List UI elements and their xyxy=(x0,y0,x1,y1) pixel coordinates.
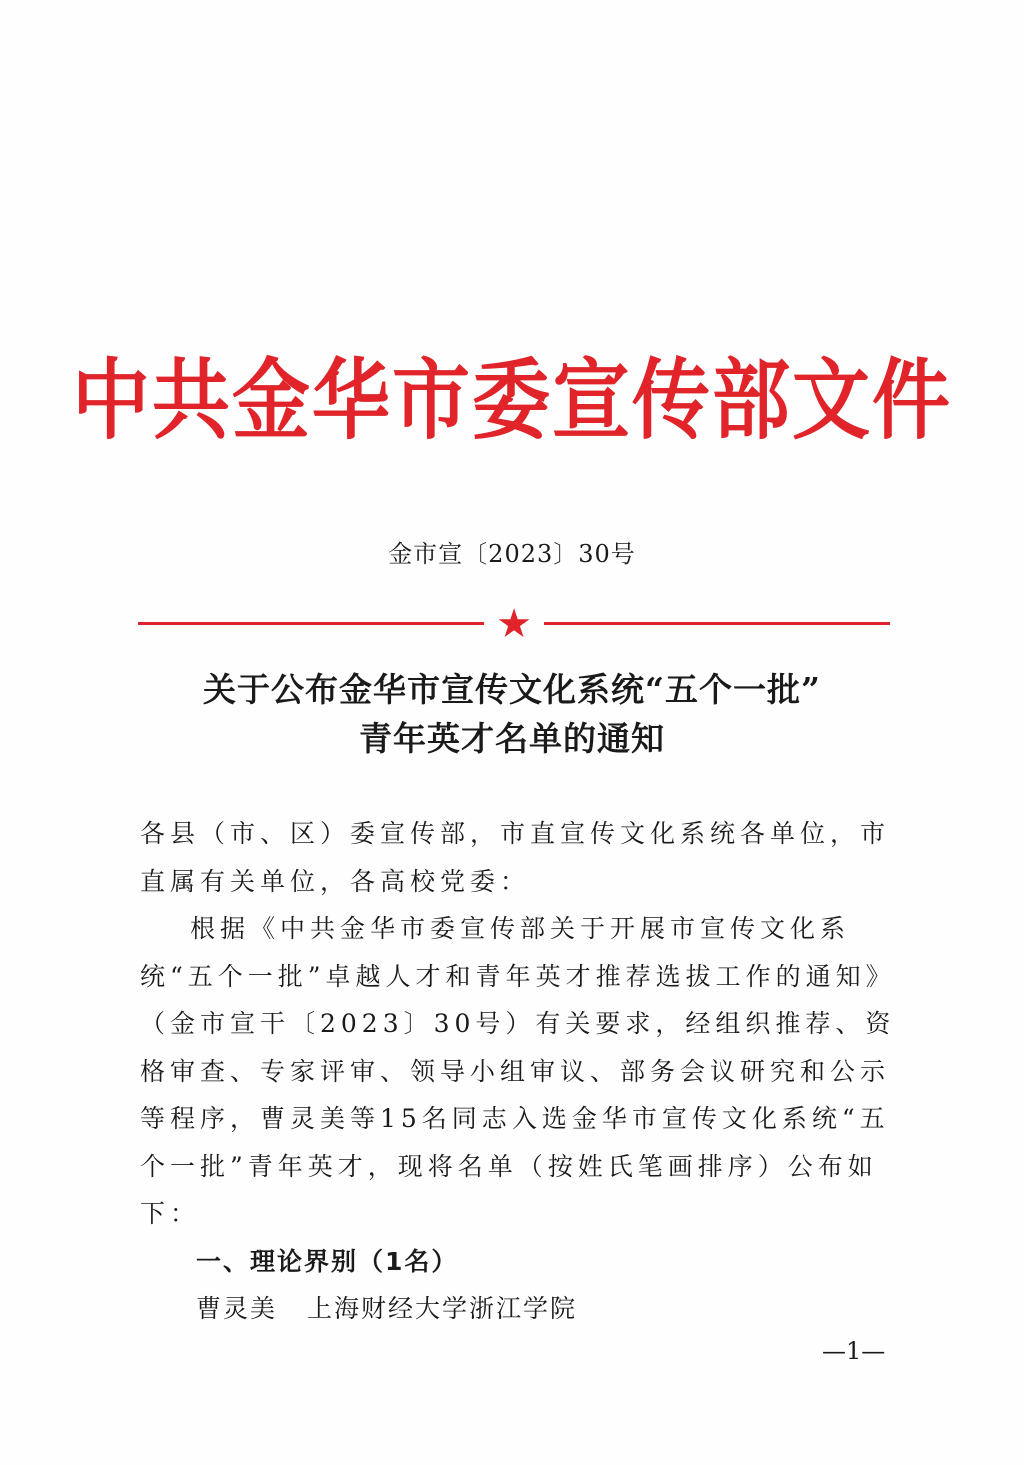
entry-org: 上海财经大学浙江学院 xyxy=(307,1294,578,1323)
entry-name: 曹灵美 xyxy=(196,1294,278,1323)
document-masthead: 中共金华市委宣传部文件 xyxy=(71,351,952,452)
notice-title-line1: 关于公布金华市宣传文化系统“五个一批” xyxy=(203,670,821,709)
header-divider xyxy=(138,601,890,647)
notice-title-line2: 青年英才名单的通知 xyxy=(359,719,665,758)
page-number: —1— xyxy=(822,1337,886,1365)
document-body xyxy=(140,810,902,1333)
section-heading: 一、理论界别（1名） xyxy=(196,1246,459,1276)
document-number: 金市宣〔2023〕30号 xyxy=(388,540,636,568)
divider-line-right xyxy=(544,622,890,625)
list-item xyxy=(140,1285,902,1333)
star-icon: ★ xyxy=(496,601,532,647)
divider-line-left xyxy=(138,622,484,625)
body-paragraph: 根据《中共金华市委宣传部关于开展市宣传文化系统“五个一批”卓越人才和青年英才推荐选拔工作的通知》（金市宣干〔2023〕30号）有关要求，经组织推荐、资格审查、专家评审、领导小组审议、部务会议研究和公示等程序，曹灵美等15名同志入选金华市宣传文化系统“五个一批”青年英才，现将名单（按姓氏笔画排序）公布如下： xyxy=(140,914,896,1228)
recipients: 各县（市、区）委宣传部，市直宣传文化系统各单位，市直属有关单位，各高校党委： xyxy=(140,819,891,896)
